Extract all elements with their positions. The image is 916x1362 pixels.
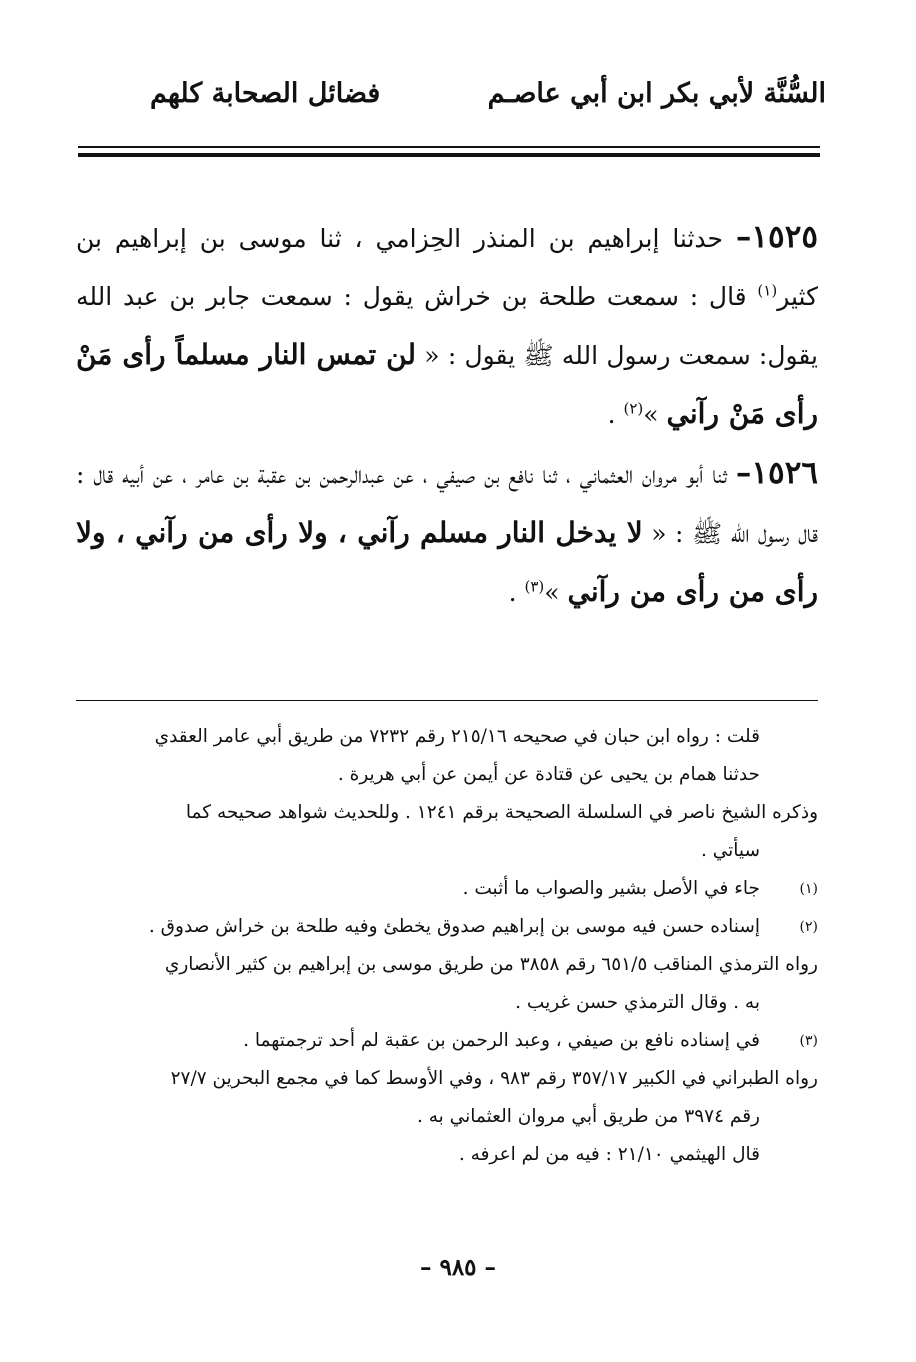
hadith-1526 <box>76 444 818 622</box>
hadith-chain: قال : سمعت طلحة بن خراش يقول : سمعت جابر بن عبد الله يقول: سمعت رسول الله ﷺ يقول : « <box>76 282 819 370</box>
footnotes <box>76 718 818 1174</box>
footnote-2 <box>76 908 818 1022</box>
footnote-line: قال الهيثمي ٢١/١٠ : فيه من لم اعرفه . <box>458 1144 760 1165</box>
book-title: السُّنَّة لأبي بكر ابن أبي عاصـم <box>487 77 826 109</box>
footnote-line: به . وقال الترمذي حسن غريب . <box>515 992 760 1013</box>
hadith-dash: – <box>735 219 752 255</box>
chapter-title: فضائل الصحابة كلهم <box>150 77 381 109</box>
footnote-line: قلت : رواه ابن حبان في صحيحه ٢١٥/١٦ رقم ٧٢٣٢ من طريق أبي عامر العقدي <box>154 726 760 747</box>
period: . <box>607 400 616 429</box>
hadith-chain: ثنا أبو مروان العثماني ، ثنا نافع بن صيفي ، عن عبدالرحمن بن عقبة بن عامر ، عن أبيه قال : قال رسول الله ﷺ : « <box>76 460 818 548</box>
header-rule-thin <box>78 146 820 148</box>
hadith-1525 <box>76 208 818 444</box>
page-number: – ٩٨٥ – <box>419 1254 497 1281</box>
hadith-number: ١٥٢٥ <box>751 219 818 255</box>
period: . <box>508 578 517 607</box>
quote-close: » <box>544 578 560 607</box>
footnote-line: حدثنا همام بن يحيى عن قتادة عن أيمن عن أبي هريرة . <box>337 764 760 785</box>
hadith-saying: لن تمس النار مسلماً رأى مَنْ رأى مَنْ رآني <box>76 338 818 430</box>
footnote-separator <box>76 700 818 701</box>
main-text <box>76 208 818 622</box>
footnote-line: جاء في الأصل بشير والصواب ما أثبت . <box>462 878 760 899</box>
hadith-chain: حدثنا إبراهيم بن المنذر الحِزامي ، ثنا موسى بن إبراهيم بن كثير <box>76 224 818 311</box>
footnote-line: وذكره الشيخ ناصر في السلسلة الصحيحة برقم ١٢٤١ . وللحديث شواهد صحيحه كما <box>185 802 818 823</box>
footnote-3 <box>76 1022 818 1174</box>
hadith-number: ١٥٢٦ <box>751 455 819 491</box>
footnote-intro <box>76 718 818 870</box>
footnote-ref[interactable]: (٢) <box>623 399 644 418</box>
hadith-saying: لا يدخل النار مسلم رآني ، ولا رأى من رآني ، ولا رأى من رأى من رآني <box>76 516 818 608</box>
header-rule-thick <box>78 153 820 157</box>
footnote-line: في إسناده نافع بن صيفي ، وعبد الرحمن بن عقبة لم أحد ترجمتهما . <box>243 1030 760 1051</box>
quote-close: » <box>643 400 659 429</box>
footnote-line: إسناده حسن فيه موسى بن إبراهيم صدوق يخطئ وفيه طلحة بن خراش صدوق . <box>148 916 760 937</box>
footnote-ref[interactable]: (٣) <box>524 577 545 596</box>
footnote-1 <box>76 870 818 908</box>
footnote-line: سيأتي . <box>700 840 760 861</box>
footnote-marker: (٣) <box>799 1033 818 1049</box>
running-header <box>150 68 826 118</box>
footnote-marker: (٢) <box>799 919 818 935</box>
footnote-ref[interactable]: (١) <box>757 281 778 300</box>
footnote-marker: (١) <box>799 881 818 897</box>
footnote-line: رواه الترمذي المناقب ٦٥١/٥ رقم ٣٨٥٨ من طريق موسى بن إبراهيم بن كثير الأنصاري <box>164 954 818 975</box>
footnote-line: رواه الطبراني في الكبير ٣٥٧/١٧ رقم ٩٨٣ ، وفي الأوسط كما في مجمع البحرين ٢٧/٧ <box>170 1068 818 1089</box>
hadith-dash: – <box>735 455 752 491</box>
footnote-line: رقم ٣٩٧٤ من طريق أبي مروان العثماني به . <box>416 1106 760 1127</box>
